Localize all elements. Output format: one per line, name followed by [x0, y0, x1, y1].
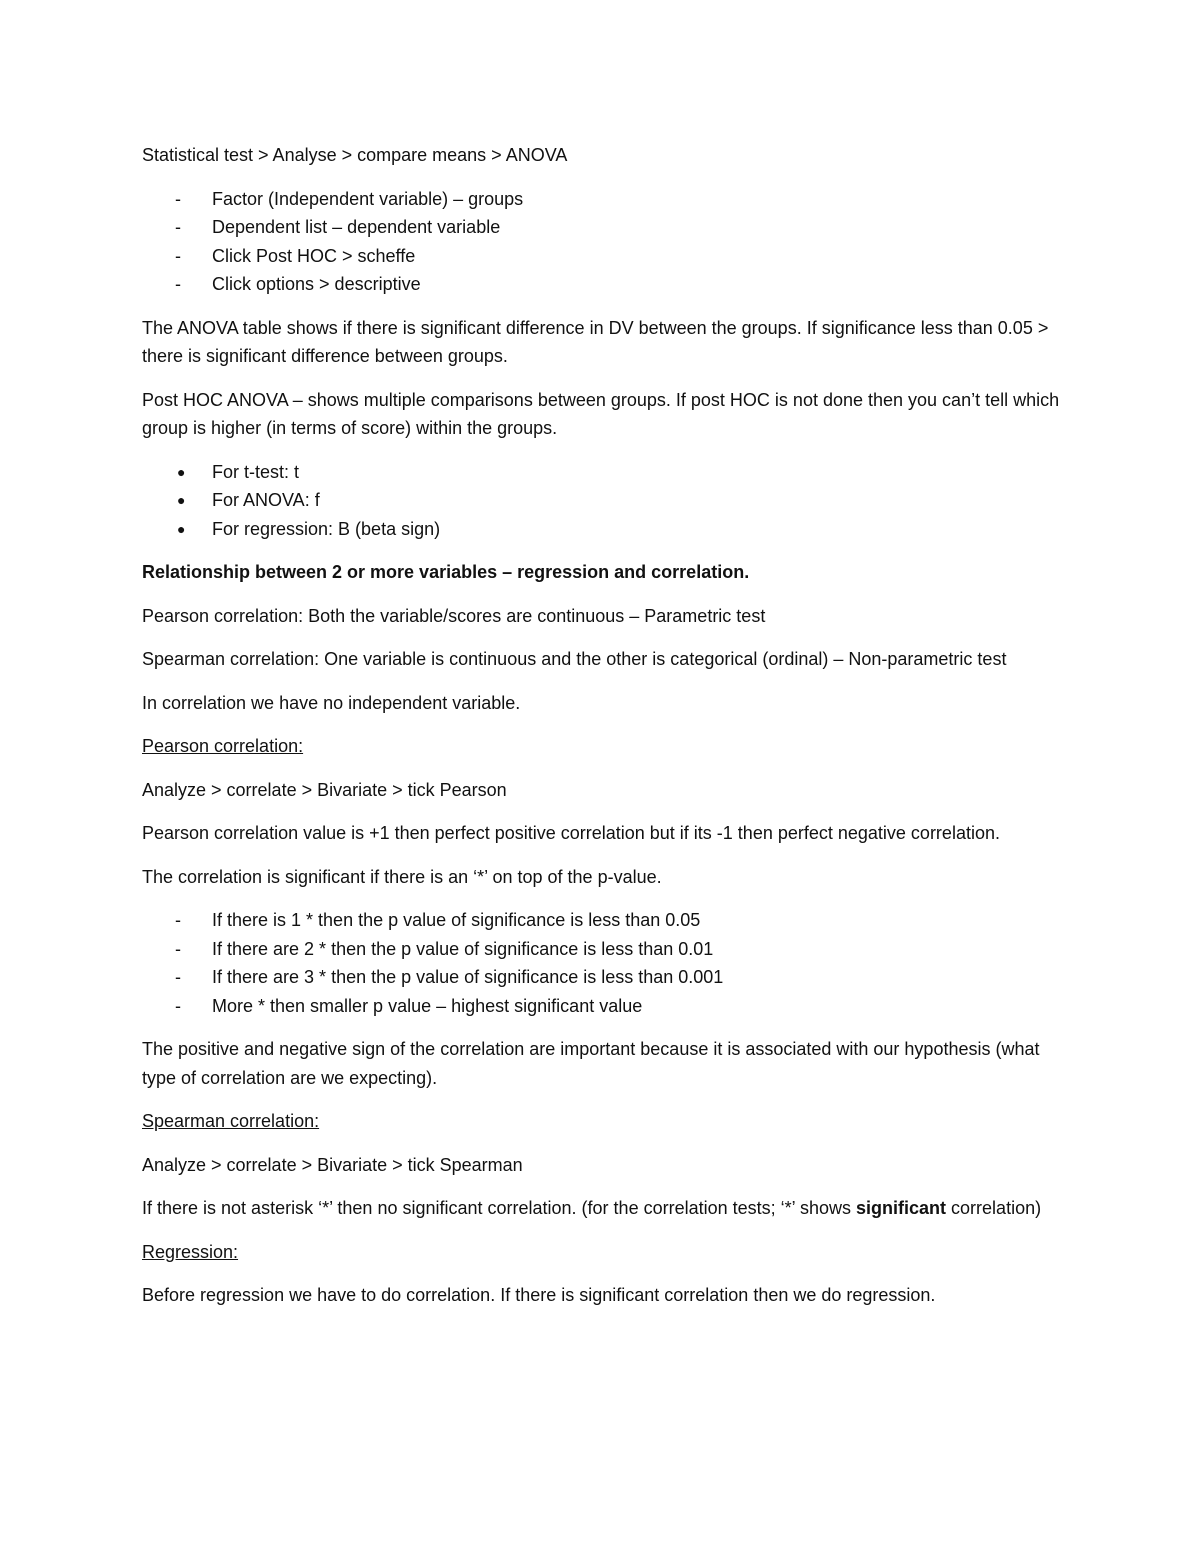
relationship-heading: Relationship between 2 or more variables – regression and correlation.	[142, 562, 750, 582]
dash-marker: -	[175, 910, 181, 930]
list-item: ● For t-test: t	[142, 458, 1062, 487]
anova-steps-list	[142, 185, 1062, 299]
spearman-path: Analyze > correlate > Bivariate > tick Spearman	[142, 1154, 523, 1175]
bullet-icon: ●	[177, 520, 186, 537]
no-asterisk-bold: significant	[856, 1198, 947, 1218]
list-item: ● For regression: B (beta sign)	[142, 515, 1062, 544]
list-item: - Dependent list – dependent variable	[142, 213, 1062, 242]
significance-paragraph: The correlation is significant if there is an ‘*’ on top of the p-value.	[142, 866, 662, 887]
list-item: - More * then smaller p value – highest significant value	[142, 992, 1062, 1021]
no-independent-variable-note: In correlation we have no independent variable.	[142, 692, 521, 713]
list-item: - If there are 3 * then the p value of significance is less than 0.001	[142, 963, 1062, 992]
anova-table-paragraph: The ANOVA table shows if there is significant difference in DV between the groups. If significance less than 0.05 > there is significant difference between groups.	[142, 317, 1049, 366]
dash-marker: -	[175, 245, 181, 266]
no-asterisk-paragraph	[142, 1194, 1062, 1223]
list-item: - Click Post HOC > scheffe	[142, 242, 1062, 271]
pearson-path: Analyze > correlate > Bivariate > tick Pearson	[142, 779, 507, 800]
pearson-definition: Pearson correlation: Both the variable/scores are continuous – Parametric test	[142, 605, 766, 626]
dash-marker: -	[175, 995, 181, 1016]
list-item: - If there are 2 * then the p value of significance is less than 0.01	[142, 935, 1062, 964]
dash-marker: -	[175, 938, 181, 959]
test-symbols-list	[142, 458, 1062, 544]
document-content	[142, 141, 1062, 1325]
dash-marker: -	[175, 967, 181, 987]
list-item: - Click options > descriptive	[142, 270, 1062, 299]
list-item: - If there is 1 * then the p value of significance is less than 0.05	[142, 906, 1062, 935]
dash-marker: -	[175, 217, 181, 237]
regression-heading: Regression:	[142, 1241, 239, 1262]
regression-paragraph: Before regression we have to do correlation. If there is significant correlation then we do regression.	[142, 1285, 936, 1305]
post-hoc-paragraph: Post HOC ANOVA – shows multiple comparisons between groups. If post HOC is not done then you can’t tell which group is higher (in terms of score) within the groups.	[142, 389, 1060, 438]
dash-marker: -	[175, 274, 181, 294]
no-asterisk-tail: correlation)	[951, 1198, 1042, 1218]
sign-importance-paragraph: The positive and negative sign of the correlation are important because it is associated with our hypothesis (what type of correlation are we expecting).	[142, 1039, 1040, 1088]
list-item: ● For ANOVA: f	[142, 486, 1062, 515]
list-item: - Factor (Independent variable) – groups	[142, 185, 1062, 214]
pearson-heading: Pearson correlation:	[142, 736, 304, 756]
bullet-icon: ●	[177, 492, 186, 508]
asterisk-rules-list	[142, 906, 1062, 1020]
spearman-heading: Spearman correlation:	[142, 1111, 320, 1131]
no-asterisk-text: If there is not asterisk ‘*’ then no significant correlation. (for the correlation tests; ‘*’ shows	[142, 1198, 851, 1218]
dash-marker: -	[175, 188, 181, 209]
anova-path: Statistical test > Analyse > compare means > ANOVA	[142, 145, 568, 165]
pearson-value-paragraph: Pearson correlation value is +1 then perfect positive correlation but if its -1 then perfect negative correlation.	[142, 823, 1000, 843]
spearman-definition: Spearman correlation: One variable is continuous and the other is categorical (ordinal) – Non-parametric test	[142, 649, 1007, 669]
bullet-icon: ●	[177, 463, 186, 480]
